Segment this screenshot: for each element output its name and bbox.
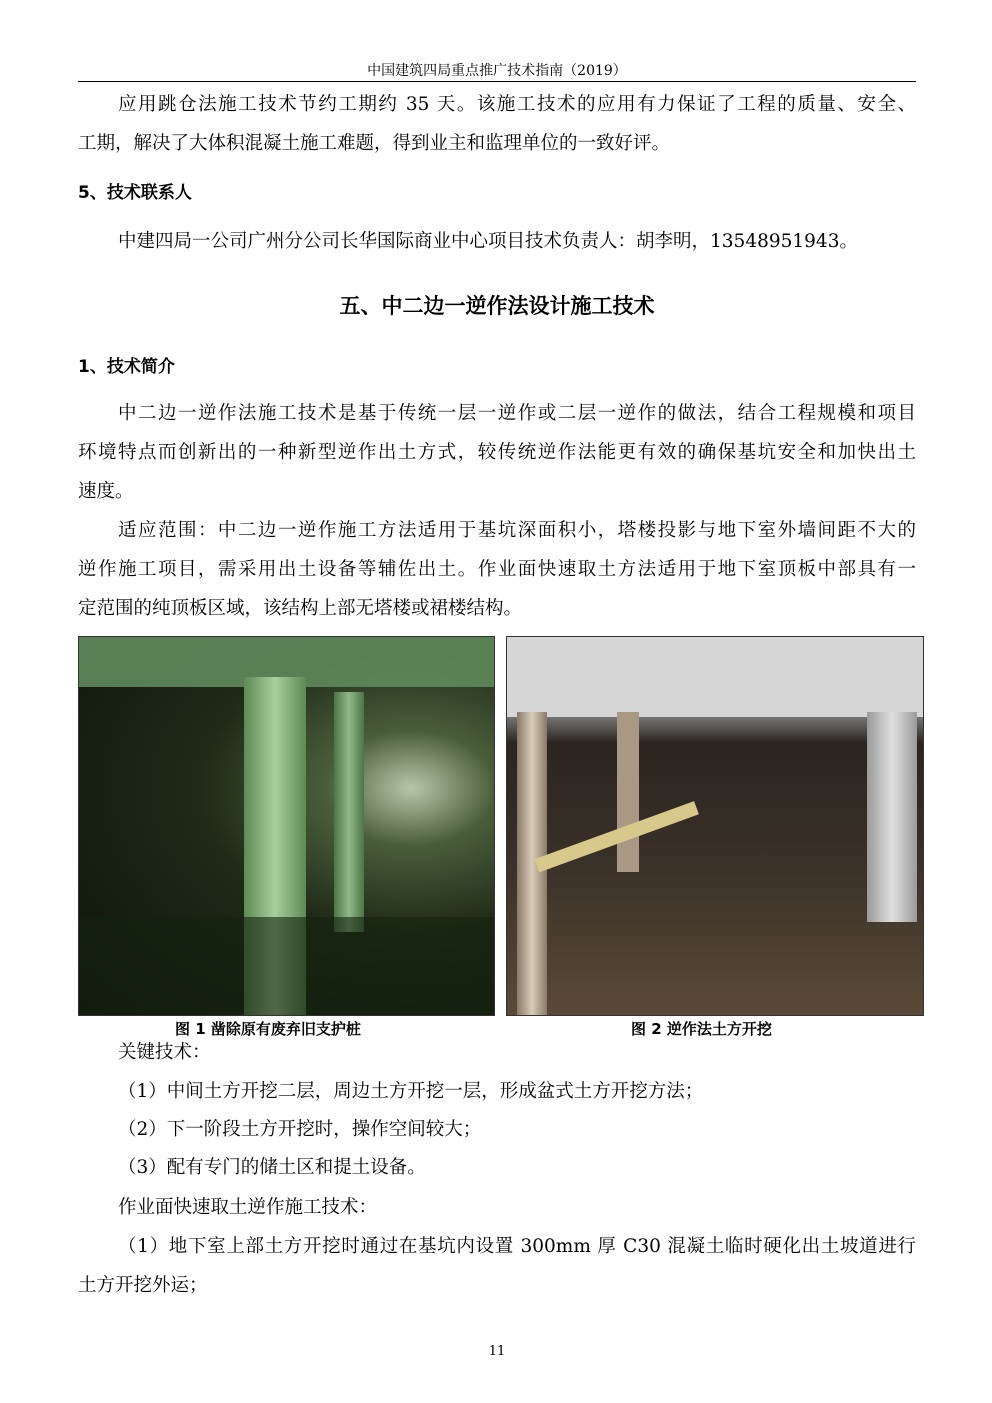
key-tech-item: （3）配有专门的储土区和提土设备。 xyxy=(118,1157,426,1178)
paragraph-line: 逆作施工项目，需采用出土设备等辅佐出土。作业面快速取土方法适用于地下室顶板中部具有一 xyxy=(78,559,916,580)
paragraph-line: 中二边一逆作法施工技术是基于传统一层一逆作或二层一逆作的做法，结合工程规模和项目 xyxy=(118,403,916,424)
heading-contact: 5、技术联系人 xyxy=(78,183,192,203)
figure-1-photo xyxy=(78,636,495,1016)
contact-line: 中建四局一公司广州分公司长华国际商业中心项目技术负责人：胡李明，13548951943。 xyxy=(118,231,858,252)
paragraph-line: 定范围的纯顶板区域，该结构上部无塔楼或裙楼结构。 xyxy=(78,598,523,619)
key-tech-label: 关键技术： xyxy=(118,1042,211,1063)
fast-item: 土方开挖外运； xyxy=(78,1275,208,1296)
figure-1-caption: 图 1 凿除原有废弃旧支护桩 xyxy=(175,1020,361,1038)
fast-item: （1）地下室上部土方开挖时通过在基坑内设置 300mm 厚 C30 混凝土临时硬化出土坡道进行 xyxy=(118,1236,916,1257)
paragraph-line: 适应范围：中二边一逆作施工方法适用于基坑深面积小，塔楼投影与地下室外墙间距不大的 xyxy=(118,520,916,541)
fast-label: 作业面快速取土逆作施工技术： xyxy=(118,1197,378,1218)
figure-2-caption: 图 2 逆作法土方开挖 xyxy=(631,1020,772,1038)
section-title: 五、中二边一逆作法设计施工技术 xyxy=(339,294,655,318)
paragraph-line: 速度。 xyxy=(78,481,134,502)
heading-intro: 1、技术简介 xyxy=(78,357,175,377)
page-number: 11 xyxy=(488,1344,506,1359)
paragraph-line: 环境特点而创新出的一种新型逆作出土方式，较传统逆作法能更有效的确保基坑安全和加快出土 xyxy=(78,442,916,463)
figure-2-photo xyxy=(506,636,924,1016)
key-tech-item: （2）下一阶段土方开挖时，操作空间较大； xyxy=(118,1119,482,1140)
paragraph-line: 应用跳仓法施工技术节约工期约 35 天。该施工技术的应用有力保证了工程的质量、安全、 xyxy=(118,94,916,115)
header-divider xyxy=(78,81,916,82)
key-tech-item: （1）中间土方开挖二层，周边土方开挖一层，形成盆式土方开挖方法； xyxy=(118,1081,704,1102)
paragraph-line: 工期，解决了大体积混凝土施工难题，得到业主和监理单位的一致好评。 xyxy=(78,133,671,154)
page-header: 中国建筑四局重点推广技术指南（2019） xyxy=(367,63,627,79)
